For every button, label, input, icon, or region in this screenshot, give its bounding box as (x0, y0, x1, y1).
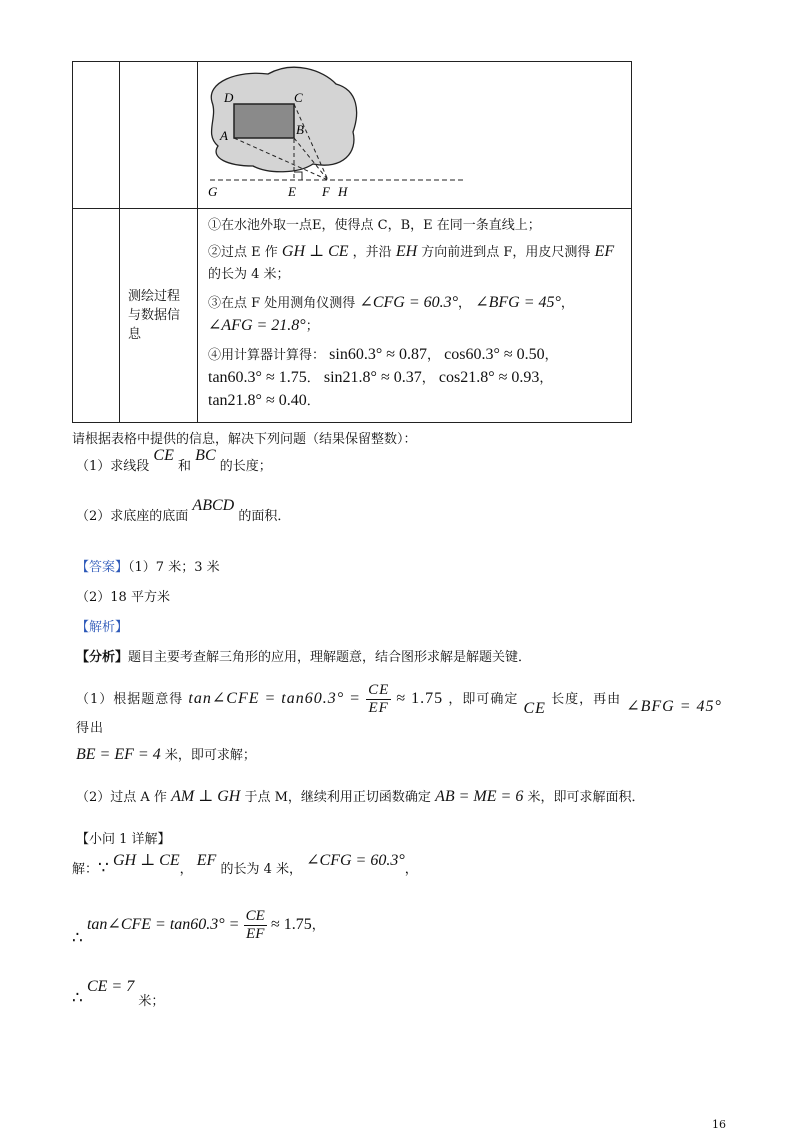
detail-line-1: 解：∵ GH ⊥ CE， EF 的长为 4 米， ∠CFG = 60.3°， (72, 852, 418, 878)
svg-text:C: C (294, 90, 303, 105)
base-abcd (234, 104, 294, 138)
page-number: 16 (712, 1118, 726, 1131)
row-label: 测绘过程与数据信息 (128, 289, 181, 342)
svg-text:B: B (296, 122, 304, 137)
analysis-part-1: （1）根据题意得 tan∠CFE = tan60.3° = $\frac{CE}{EF}$ ≈ 1.75 ，即可确定 CE 长度，再由 ∠BFG = 45° 得出 (76, 682, 722, 736)
detail-tag: 【小问 1 详解】 (76, 832, 171, 847)
svg-text:A: A (220, 128, 228, 143)
question-intro: 请根据表格中提供的信息，解决下列问题（结果保留整数）： (72, 432, 417, 447)
svg-text:H: H (338, 184, 348, 199)
analysis-part-2: （2）过点 A 作 AM ⊥ GH 于点 M，继续利用正切函数确定 AB = ME = 6 米，即可求解面积． (76, 788, 645, 805)
table-empty-cell (73, 209, 120, 423)
detail-line-3: ∴ CE = 7 米； (72, 978, 165, 1009)
svg-text:G: G (208, 184, 218, 199)
analysis-part-1b: BE = EF = 4 米，即可求解； (76, 746, 256, 763)
steps-cell (198, 209, 632, 423)
analysis-tag: 【解析】 (76, 620, 129, 635)
info-table (72, 61, 632, 423)
pool-diagram (198, 62, 631, 208)
answer-line-2: （2）18 平方米 (76, 590, 170, 605)
question-1: （1）求线段 CE 和 BC 的长度； (76, 447, 272, 474)
step-1: ①在水池外取一点E，使得点 C，B，E 在同一条直线上； (208, 218, 541, 233)
row-label-cell (120, 209, 198, 423)
step-2: ②过点 E 作 GH ⊥ CE ，并沿 EH 方向前进到点 F，用皮尺测得 EF 的长为 4 米； (208, 243, 615, 282)
answer-tag: 【答案】 (76, 560, 129, 575)
table-empty-cell (120, 62, 198, 209)
step-4: ④用计算器计算得： sin60.3° ≈ 0.87， cos60.3° ≈ 0.50， tan60.3° ≈ 1.75． sin21.8° ≈ 0.37， cos21.8° ≈ 0.93， tan21.8° ≈ 0.40． (208, 346, 558, 409)
svg-text:D: D (224, 90, 234, 105)
figure-cell (198, 62, 632, 209)
question-2: （2）求底座的底面 ABCD 的面积． (76, 497, 291, 524)
svg-text:F: F (322, 184, 330, 199)
answer-line-1: 【答案】（1）7 米；3 米 (76, 560, 220, 575)
analysis-summary: 【分析】题目主要考查解三角形的应用，理解题意，结合图形求解是解题关键． (76, 650, 532, 665)
step-3: ③在点 F 处用测角仪测得 ∠CFG = 60.3°， ∠BFG = 45°， ∠AFG = 21.8°； (208, 294, 574, 334)
detail-line-2: ∴ tan∠CFE = tan60.3° = $\frac{CE}{EF}$ ≈ 1.75， (72, 908, 325, 948)
table-empty-cell (73, 62, 120, 209)
svg-text:E: E (288, 184, 296, 199)
